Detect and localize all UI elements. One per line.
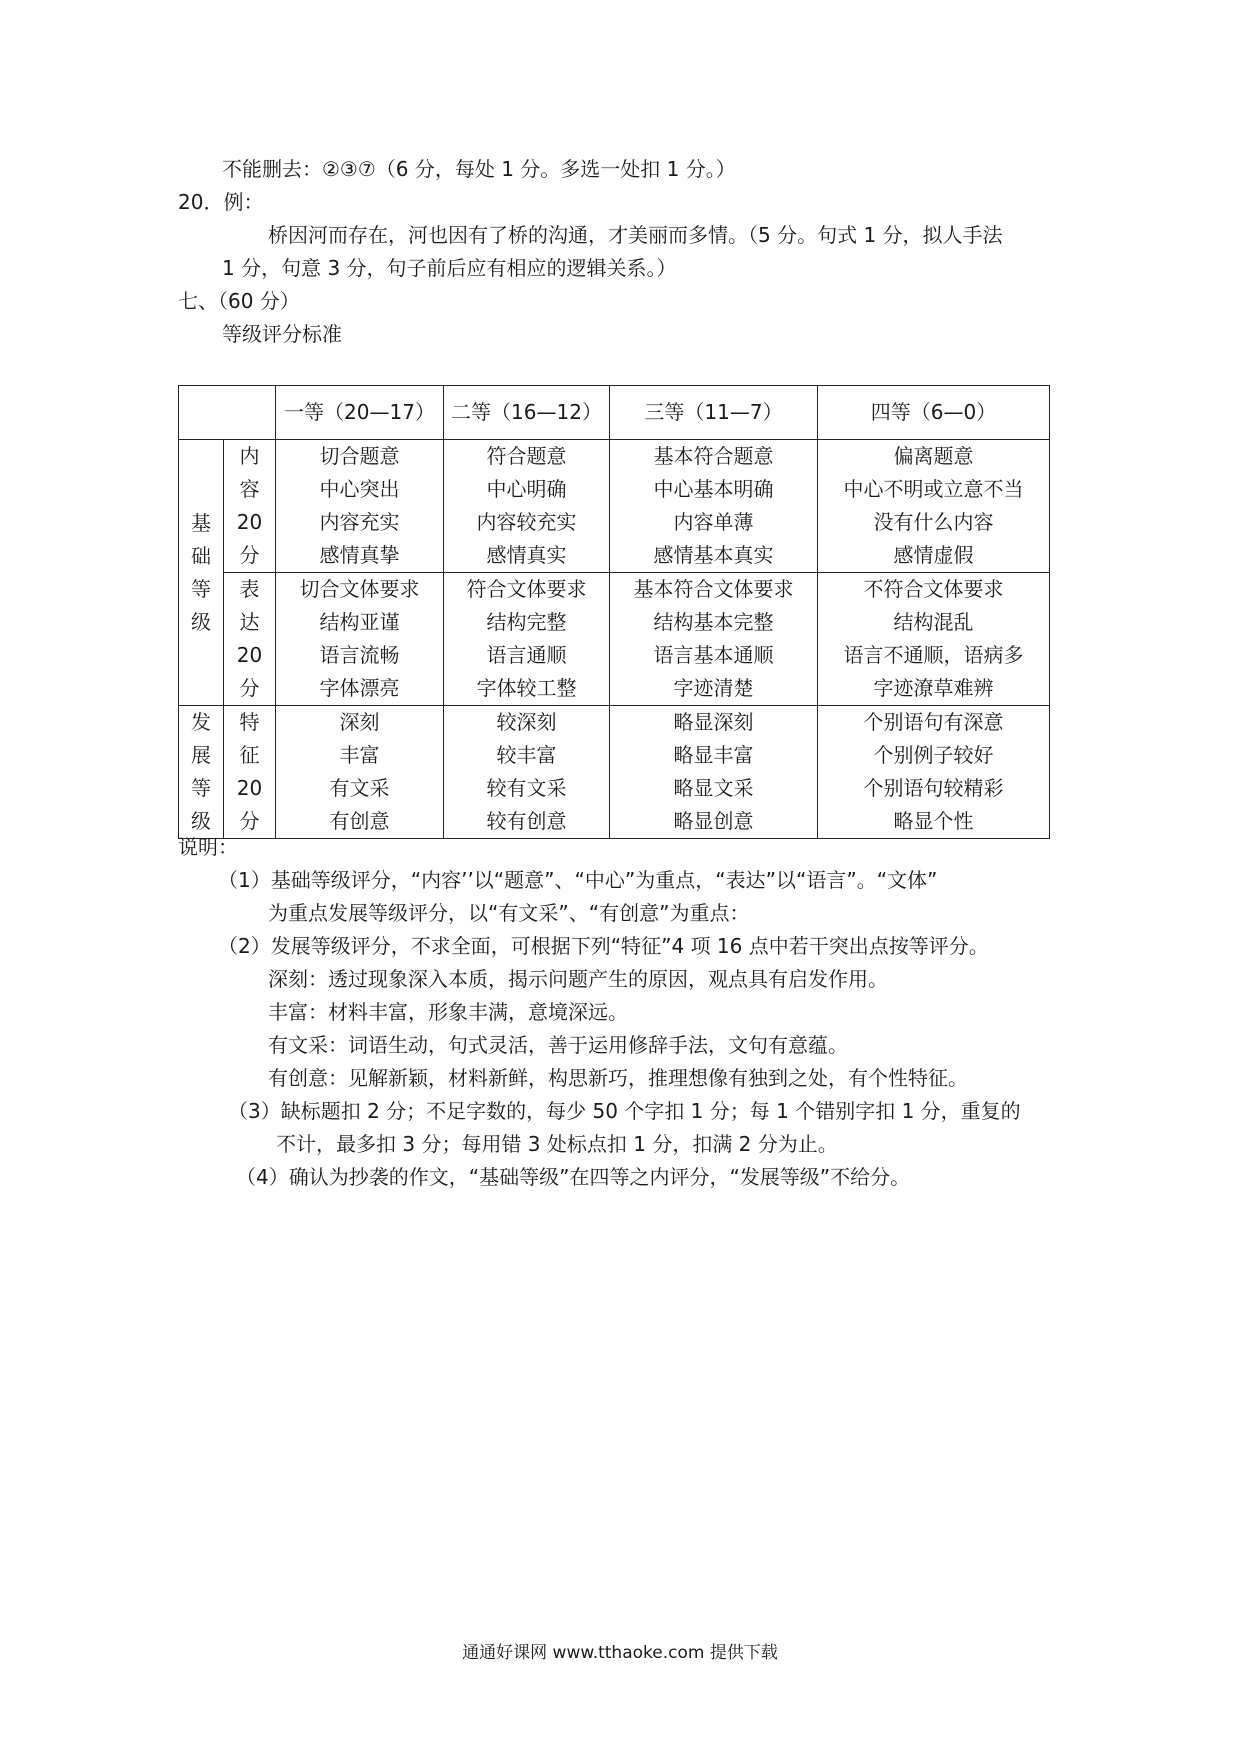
expression-grade-3: 基本符合文体要求 结构基本完整 语言基本通顺 字迹清楚	[610, 573, 818, 706]
text-line: 1 分，句意 3 分，句子前后应有相应的逻辑关系。）	[222, 256, 677, 280]
text-line: 不能删去：②③⑦（6 分，每处 1 分。多选一处扣 1 分。）	[222, 157, 736, 181]
note-line: （2）发展等级评分，不求全面，可根据下列“特征”4 项 16 点中若干突出点按等评分。	[218, 934, 989, 958]
text-line: 桥因河而存在，河也因有了桥的沟通，才美丽而多情。（5 分。句式 1 分，拟人手法	[268, 223, 1003, 247]
feature-grade-1: 深刻 丰富 有文采 有创意	[276, 706, 444, 839]
note-line: 丰富：材料丰富，形象丰满，意境深远。	[268, 1000, 628, 1024]
content-grade-3: 基本符合题意 中心基本明确 内容单薄 感情基本真实	[610, 440, 818, 573]
note-line: 有创意：见解新颖，材料新鲜，构思新巧，推理想像有独到之处，有个性特征。	[268, 1066, 968, 1090]
group-basic-label: 基础等级	[179, 440, 224, 706]
sub-feature-label: 特征20分	[224, 706, 276, 839]
table-caption: 等级评分标准	[222, 322, 342, 346]
corner-cell	[179, 386, 276, 440]
group-develop-label: 发展等级	[179, 706, 224, 839]
header-grade-2: 二等（16—12）	[444, 386, 610, 440]
content-grade-1: 切合题意 中心突出 内容充实 感情真挚	[276, 440, 444, 573]
expression-grade-2: 符合文体要求 结构完整 语言通顺 字体较工整	[444, 573, 610, 706]
note-line: 为重点发展等级评分，以“有文采”、“有创意”为重点：	[268, 901, 750, 925]
expression-grade-4: 不符合文体要求 结构混乱 语言不通顺，语病多 字迹潦草难辨	[818, 573, 1050, 706]
question-number: 20．例：	[178, 190, 264, 214]
note-line: （4）确认为抄袭的作文，“基础等级”在四等之内评分，“发展等级”不给分。	[236, 1165, 911, 1189]
sub-content-label: 内容20分	[224, 440, 276, 573]
content-grade-4: 偏离题意 中心不明或立意不当 没有什么内容 感情虚假	[818, 440, 1050, 573]
notes-title: 说明：	[178, 835, 238, 859]
feature-grade-3: 略显深刻 略显丰富 略显文采 略显创意	[610, 706, 818, 839]
note-line: 有文采：词语生动，句式灵活，善于运用修辞手法，文句有意蕴。	[268, 1033, 848, 1057]
note-line: （3）缺标题扣 2 分；不足字数的，每少 50 个字扣 1 分；每 1 个错别字扣 1 分，重复的	[228, 1099, 1021, 1123]
note-line: （1）基础等级评分，“内容’’以“题意”、“中心”为重点，“表达”以“语言”。“文体”	[218, 868, 938, 892]
section-heading: 七、（60 分）	[178, 289, 300, 313]
note-line: 深刻：透过现象深入本质，揭示问题产生的原因，观点具有启发作用。	[268, 967, 888, 991]
table-row-content	[179, 440, 1050, 573]
content-grade-2: 符合题意 中心明确 内容较充实 感情真实	[444, 440, 610, 573]
sub-expression-label: 表达20分	[224, 573, 276, 706]
feature-grade-4: 个别语句有深意 个别例子较好 个别语句较精彩 略显个性	[818, 706, 1050, 839]
header-grade-1: 一等（20—17）	[276, 386, 444, 440]
header-grade-3: 三等（11—7）	[610, 386, 818, 440]
grading-table	[178, 385, 1050, 839]
table-row-expression	[179, 573, 1050, 706]
expression-grade-1: 切合文体要求 结构亚谨 语言流畅 字体漂亮	[276, 573, 444, 706]
page-footer: 通通好课网 www.tthaoke.com 提供下载	[462, 1643, 778, 1663]
feature-grade-2: 较深刻 较丰富 较有文采 较有创意	[444, 706, 610, 839]
note-line: 不计，最多扣 3 分；每用错 3 处标点扣 1 分，扣满 2 分为止。	[276, 1132, 838, 1156]
header-grade-4: 四等（6—0）	[818, 386, 1050, 440]
table-header-row	[179, 386, 1050, 440]
table-row-feature	[179, 706, 1050, 839]
